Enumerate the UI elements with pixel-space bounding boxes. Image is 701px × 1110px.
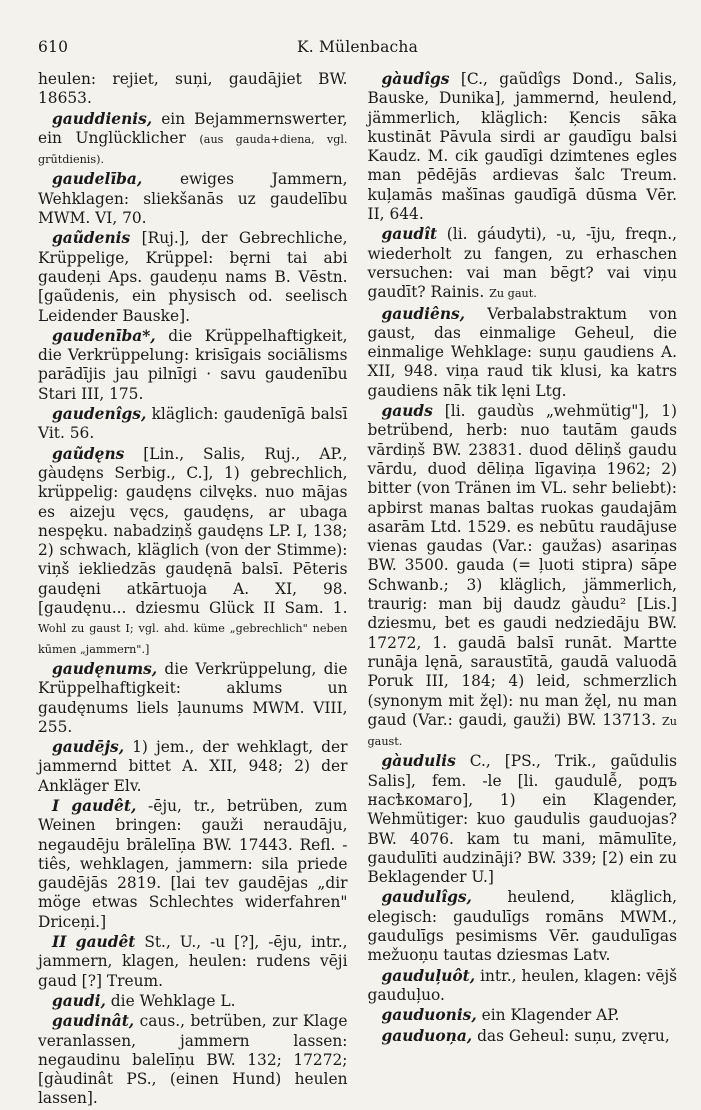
entry-note: Wohl zu gaust I; vgl. ahd. küme „gebrechlich" neben kūmen „jammern".] [38,622,348,656]
entry-text: die Verkrüppelung, die Krüppelhaftigkeit: aklums un gaudęnums liels ļaunums MWM. VIII, 255. [38,659,348,736]
dictionary-entry [368,1006,678,1025]
dictionary-entry [38,992,348,1011]
dictionary-entry [368,752,678,887]
entry-text: [li. gaudùs „wehmütig"], 1) betrübend, herb: nuo tautām gauds vārdiņš BW. 23831. duod dēliņš gaudu vārdu, duod dēliņa līgaviņa 1962; 2) bitter (von Tränen im VL. sehr beliebt): apbirst manas baltas ruokas gaudajām asarām Ltd. 1529. es nebūtu raudājuse vienas gaudas (Var.: gaužas) asariņas BW. 3500. gauda (= ļuoti stipra) sāpe Schwanb.; 3) kläglich, jämmerlich, traurig: man bij daudz gàudu² [Lis.] dziesmu, bet es gaudi nedziedāju BW. 17272, 1. gaudā balsī runāt. Martte runāja lęnā, saraustītā, gaudā valuodā Poruk III, 184; 4) leid, schmerzlich (synonym mit žęl): nu man žęl, nu man gaud (Var.: gaudi, gauži) BW. 13713. [367,402,677,729]
entry-text: [Ruj.], der Gebrechliche, Krüppelige, Krüppel: bęrni tai abi gaudeņi Aps. gaudeņu nams B. Vēstn. [gaũdenis, ein physisch od. seelisch Leidender Bauske]. [38,229,348,325]
entry-headword: II gaudêt [52,933,136,952]
dictionary-entry [38,170,348,228]
entry-headword: gaudinât, [52,1012,135,1031]
entry-headword: gaũdenis [52,229,131,248]
dictionary-entry [38,405,348,444]
entry-headword: gaudenîgs, [52,405,147,424]
entry-text: [Lin., Salis, Ruj., AP., gàudęns Serbig., C.], 1) gebrechlich, krüppelig: gaudęns cilvęks. nuo mājas es aizeju vęcs, gaudęns, ar ubaga nespęku. nabadziņš gaudęns LP. I, 138; 2) schwach, kläglich (von der Stimme): viņš iekliedzās gaudęnā balsī. Pēteris gaudęni atkārtuoja A. XI, 98. [gaudęnu... dziesmu Glück II Sam. 1. [38,444,348,618]
dictionary-entry [38,797,348,932]
entry-text: die Krüppelhaftigkeit, die Verkrüppelung: krisīgais sociālisms parādījis jau pilnīgi · savu gaudenību Stari III, 175. [38,326,348,403]
dictionary-entry [368,225,678,303]
entry-text: -ēju, tr., betrüben, zum Weinen bringen: gauži neraudāju, negaudēju brālelīņa BW. 17443. Refl. -tiês, wehklagen, jammern: sila priede gaudējās 2819. [lai tev gaudējas „dir möge etwas Schlechtes widerfahren" Driceņi.] [38,796,348,931]
entry-headword: gauduonis, [381,1006,477,1025]
entry-headword: gaudulîgs, [381,888,472,907]
entry-text: ein Klagender AP. [481,1006,620,1025]
dictionary-entry [38,1012,348,1108]
right-column [368,70,678,1110]
columns [38,70,677,1110]
entry-text: die Wehklage L. [110,991,236,1010]
entry-text: ein Bejammernswerter, ein Unglücklicher [38,109,348,147]
dictionary-entry [38,70,348,109]
dictionary-entry [368,967,678,1006]
dictionary-entry [38,327,348,404]
entry-text: das Geheul: suņu, zvęru, [477,1026,670,1045]
entry-text: 1) jem., der wehklagt, der jammernd bittet A. XII, 948; 2) der Ankläger Elv. [38,738,348,795]
entry-note: Zu gaust. [367,714,677,749]
entry-headword: gaudi, [52,991,106,1010]
dictionary-entry [368,888,678,965]
entry-headword: gàudîgs [381,70,450,88]
entry-text: intr., heulen, klagen: vējš gauduļuo. [367,966,677,1004]
dictionary-entry [38,445,348,659]
entry-headword: gaudęnums, [52,659,158,678]
entry-text: heulend, kläglich, elegisch: gaudulīgs romāns MWM., gaudulīgs pesimisms Vēr. gaudulīgas mežuoņu tautas dziesmas Latv. [367,888,677,965]
dictionary-entry [368,305,678,401]
entry-text: caus., betrüben, zur Klage veranlassen, jammern lassen: negaudinu balelīņu BW. 132; 17272; [gàudinât PS., (einen Hund) heulen lassen]. [38,1012,348,1108]
entry-text: ewiges Jammern, Wehklagen: sliekšanās uz gaudelību MWM. VI, 70. [38,170,348,228]
dictionary-entry [38,738,348,796]
dictionary-entry [368,70,678,224]
dictionary-entry [38,660,348,737]
entry-headword: gauduoņa, [381,1026,473,1045]
dictionary-entry [38,110,348,170]
page-number: 610 [38,38,69,56]
entry-headword: gàudulis [381,752,456,771]
entry-text: C., [PS., Trik., gaũdulis Salis], fem. -le [li. gaudulễ, родъ насѣкомаго], 1) ein Klagender, Wehmütiger: kuo gaudulis gauduojas? BW. 4076. kam tu mani, māmulīte, gaudulīti audzināji? BW. 339; [2) ein zu Beklagender U.] [367,752,677,887]
entry-headword: gaudît [381,225,438,244]
page-header [38,38,677,62]
running-title: K. Mülenbacha [296,38,419,56]
dictionary-entry [38,933,348,991]
dictionary-entry [38,229,348,325]
entry-headword: gaũdęns [52,444,125,463]
entry-headword: gauduļuôt, [381,966,476,985]
entry-headword: gaudenība*, [52,326,156,345]
entry-headword: gaudiêns, [381,304,466,323]
entry-note: (aus gauda+diena, vgl. grūtdienis). [38,132,348,167]
entry-headword: gaudelība, [52,170,143,189]
entry-text: [C., gaũdîgs Dond., Salis, Bauske, Dunika], jammernd, heulend, jämmerlich, kläglich: Ķencis sāka kustināt Pāvula sirdi ar gaudīgu balsi Kaudz. M. cik gaudīgi dzimtenes egles man pēdējās ardievas šalc Treum. kuļamās mašīnas gaudīgā dūsma Vēr. II, 644. [367,70,677,224]
entry-text: Verbalabstraktum von gaust, das einmalige Geheul, die einmalige Wehklage: suņu gaudiens A. XII, 948. viņa raud tik klusi, ka katrs gaudiens nāk tik lęni Ltg. [367,304,677,400]
left-column [38,70,348,1110]
entry-text: St., U., -u [?], -ēju, intr., jammern, klagen, heulen: rudens vēji gaud [?] Treum. [38,933,348,990]
entry-headword: gaudējs, [52,738,125,757]
entry-headword: I gaudêt, [52,796,137,815]
dictionary-entry [368,402,678,751]
entry-note: Zu gaut. [489,287,537,301]
entry-text: kläglich: gaudenīgā balsī Vit. 56. [38,405,348,443]
entry-headword: gauddienis, [52,109,153,128]
entry-text: (li. gáudyti), -u, -īju, freqn., wiederholt zu fangen, zu erhaschen versuchen: vai man bēgt? vai viņu gaudīt? Rainis. [367,225,677,302]
entry-text: heulen: rejiet, suņi, gaudājiet BW. 18653. [38,70,348,108]
entry-headword: gauds [381,402,433,421]
dictionary-entry [368,1027,678,1046]
